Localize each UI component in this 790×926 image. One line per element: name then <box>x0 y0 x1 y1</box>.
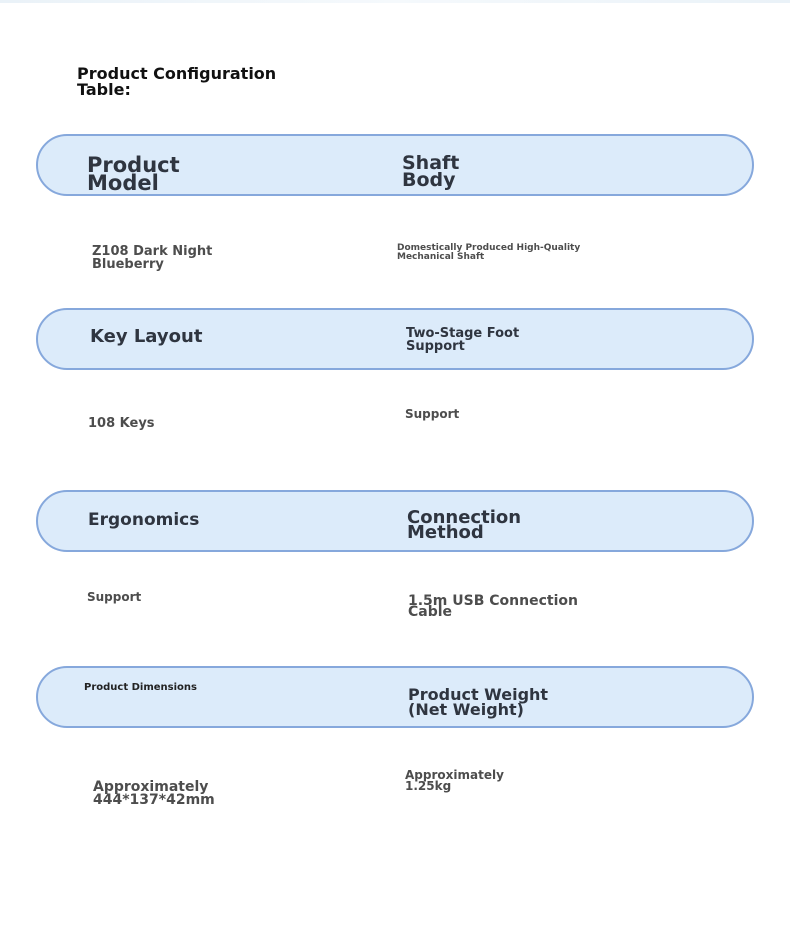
label-ergonomics: Ergonomics <box>88 510 200 530</box>
value-ergonomics: Support <box>87 590 142 604</box>
label-two-stage-foot-support: Two-Stage Foot Support <box>406 326 520 354</box>
value-product-dimensions: Approximately 444*137*42mm <box>93 779 215 808</box>
top-strip <box>0 0 790 3</box>
page-title: Product Configuration Table: <box>77 64 277 99</box>
value-product-weight: Approximately 1.25kg <box>405 768 504 793</box>
label-shaft-body: Shaft Body <box>402 152 460 191</box>
label-connection-method: Connection Method <box>407 507 522 543</box>
label-product-dimensions: Product Dimensions <box>84 682 197 693</box>
value-product-model: Z108 Dark Night Blueberry <box>92 244 213 272</box>
value-two-stage-foot-support: Support <box>405 407 460 421</box>
label-product-model: Product Model <box>87 153 180 195</box>
label-key-layout: Key Layout <box>90 326 203 347</box>
value-connection-method: 1.5m USB Connection Cable <box>408 593 578 620</box>
value-key-layout: 108 Keys <box>88 416 155 431</box>
header-band-dimensions-weight <box>36 666 754 728</box>
value-shaft-body: Domestically Produced High-Quality Mechanical Shaft <box>397 243 581 262</box>
label-product-weight: Product Weight (Net Weight) <box>408 685 549 719</box>
